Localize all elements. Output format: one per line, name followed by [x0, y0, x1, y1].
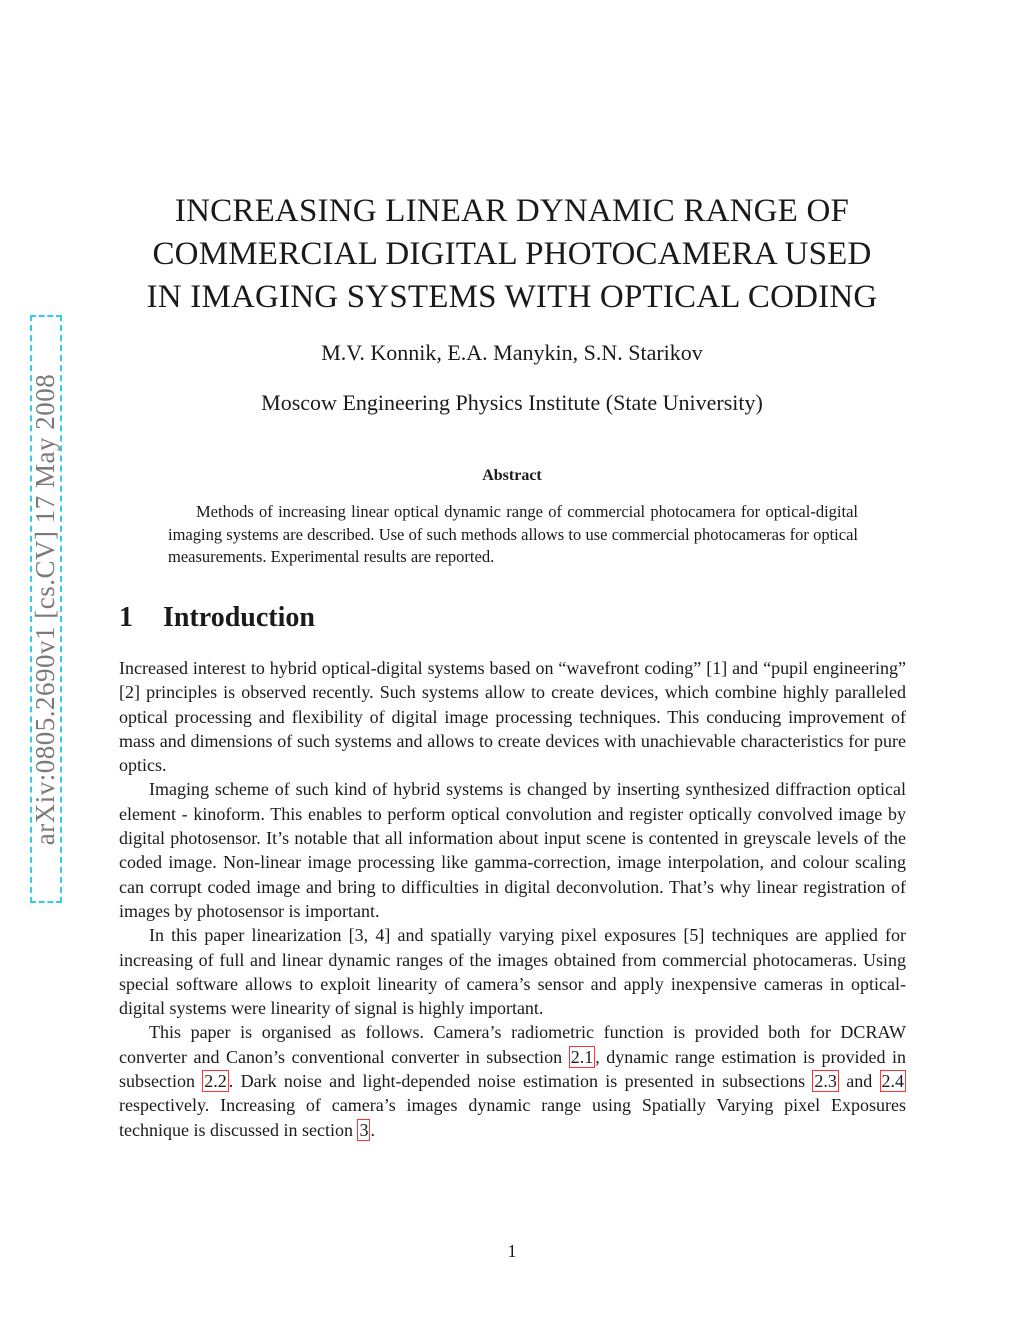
- paragraph-4-text: This paper is organised as follows. Camera’s radiometric function is provided both for DCRAW converter and Canon’s conventional converter in subsection: [119, 1022, 906, 1067]
- paragraph-4: [119, 1020, 906, 1141]
- authors: M.V. Konnik, E.A. Manykin, S.N. Starikov: [321, 340, 703, 365]
- page-number: 1: [507, 1241, 517, 1261]
- paragraph-1: Increased interest to hybrid optical-digital systems based on “wavefront coding” [1] and “pupil engineering” [2] principles is observed recently. Such systems allow to create devices, which combine highly paralleled optical processing and flexibility of digital image processing techniques. This conducing improvement of mass and dimensions of such systems and allows to create devices with unachievable characteristics for pure optics.: [119, 658, 906, 776]
- paper-title: [100, 190, 924, 319]
- paragraph-4-text: , dynamic range estimation is provided in subsection: [119, 1046, 906, 1092]
- paragraph-2: Imaging scheme of such kind of hybrid systems is changed by inserting synthesized diffraction optical element - kinoform. This enables to perform optical convolution and register optically convolved image by digital photosensor. It’s notable that all information about input scene is contented in greyscale levels of the coded image. Non-linear image processing like gamma-correction, image interpolation, and colour scaling can corrupt coded image and bring to difficulties in digital deconvolution. That’s why linear registration of images by photosensor is important.: [119, 779, 906, 921]
- paragraph-4-text: respectively. Increasing of camera’s images dynamic range using Spatially Varying pixel Exposures technique is discussed in section: [119, 1095, 906, 1140]
- ref-link-2-3[interactable]: 2.3: [814, 1071, 837, 1092]
- ref-link-2-2[interactable]: 2.2: [204, 1071, 227, 1092]
- paragraph-4-text: and: [838, 1071, 880, 1092]
- ref-link-2-4[interactable]: 2.4: [881, 1071, 904, 1092]
- ref-link-3[interactable]: 3: [359, 1119, 369, 1140]
- abstract-heading: Abstract: [482, 467, 542, 484]
- paragraph-4-text: . Dark noise and light-depended noise estimation is presented in subsections: [228, 1071, 813, 1092]
- title-line-3: IN IMAGING SYSTEMS WITH OPTICAL CODING: [146, 279, 878, 315]
- section-heading: [119, 602, 315, 634]
- title-line-2: COMMERCIAL DIGITAL PHOTOCAMERA USED: [152, 236, 872, 272]
- arxiv-stamp-text: arXiv:0805.2690v1 [cs.CV] 17 May 2008: [30, 373, 61, 845]
- section-number: 1: [119, 602, 133, 633]
- abstract-text: Methods of increasing linear optical dynamic range of commercial photocamera for optical-digital imaging systems are described. Use of such methods allows to use commercial photocameras for optical measurements. Experimental results are reported.: [168, 502, 858, 566]
- affiliation: Moscow Engineering Physics Institute (State University): [261, 390, 763, 415]
- body-text: [119, 656, 906, 1142]
- section-title: Introduction: [163, 602, 315, 633]
- ref-link-2-1[interactable]: 2.1: [570, 1046, 594, 1067]
- paragraph-4-text: .: [370, 1119, 375, 1140]
- paragraph-3: In this paper linearization [3, 4] and spatially varying pixel exposures [5] techniques are applied for increasing of full and linear dynamic ranges of the images obtained from commercial photocameras. Using special software allows to exploit linearity of camera’s sensor and apply inexpensive cameras in optical-digital systems were linearity of signal is highly important.: [119, 925, 906, 1019]
- title-line-1: INCREASING LINEAR DYNAMIC RANGE OF: [174, 193, 850, 229]
